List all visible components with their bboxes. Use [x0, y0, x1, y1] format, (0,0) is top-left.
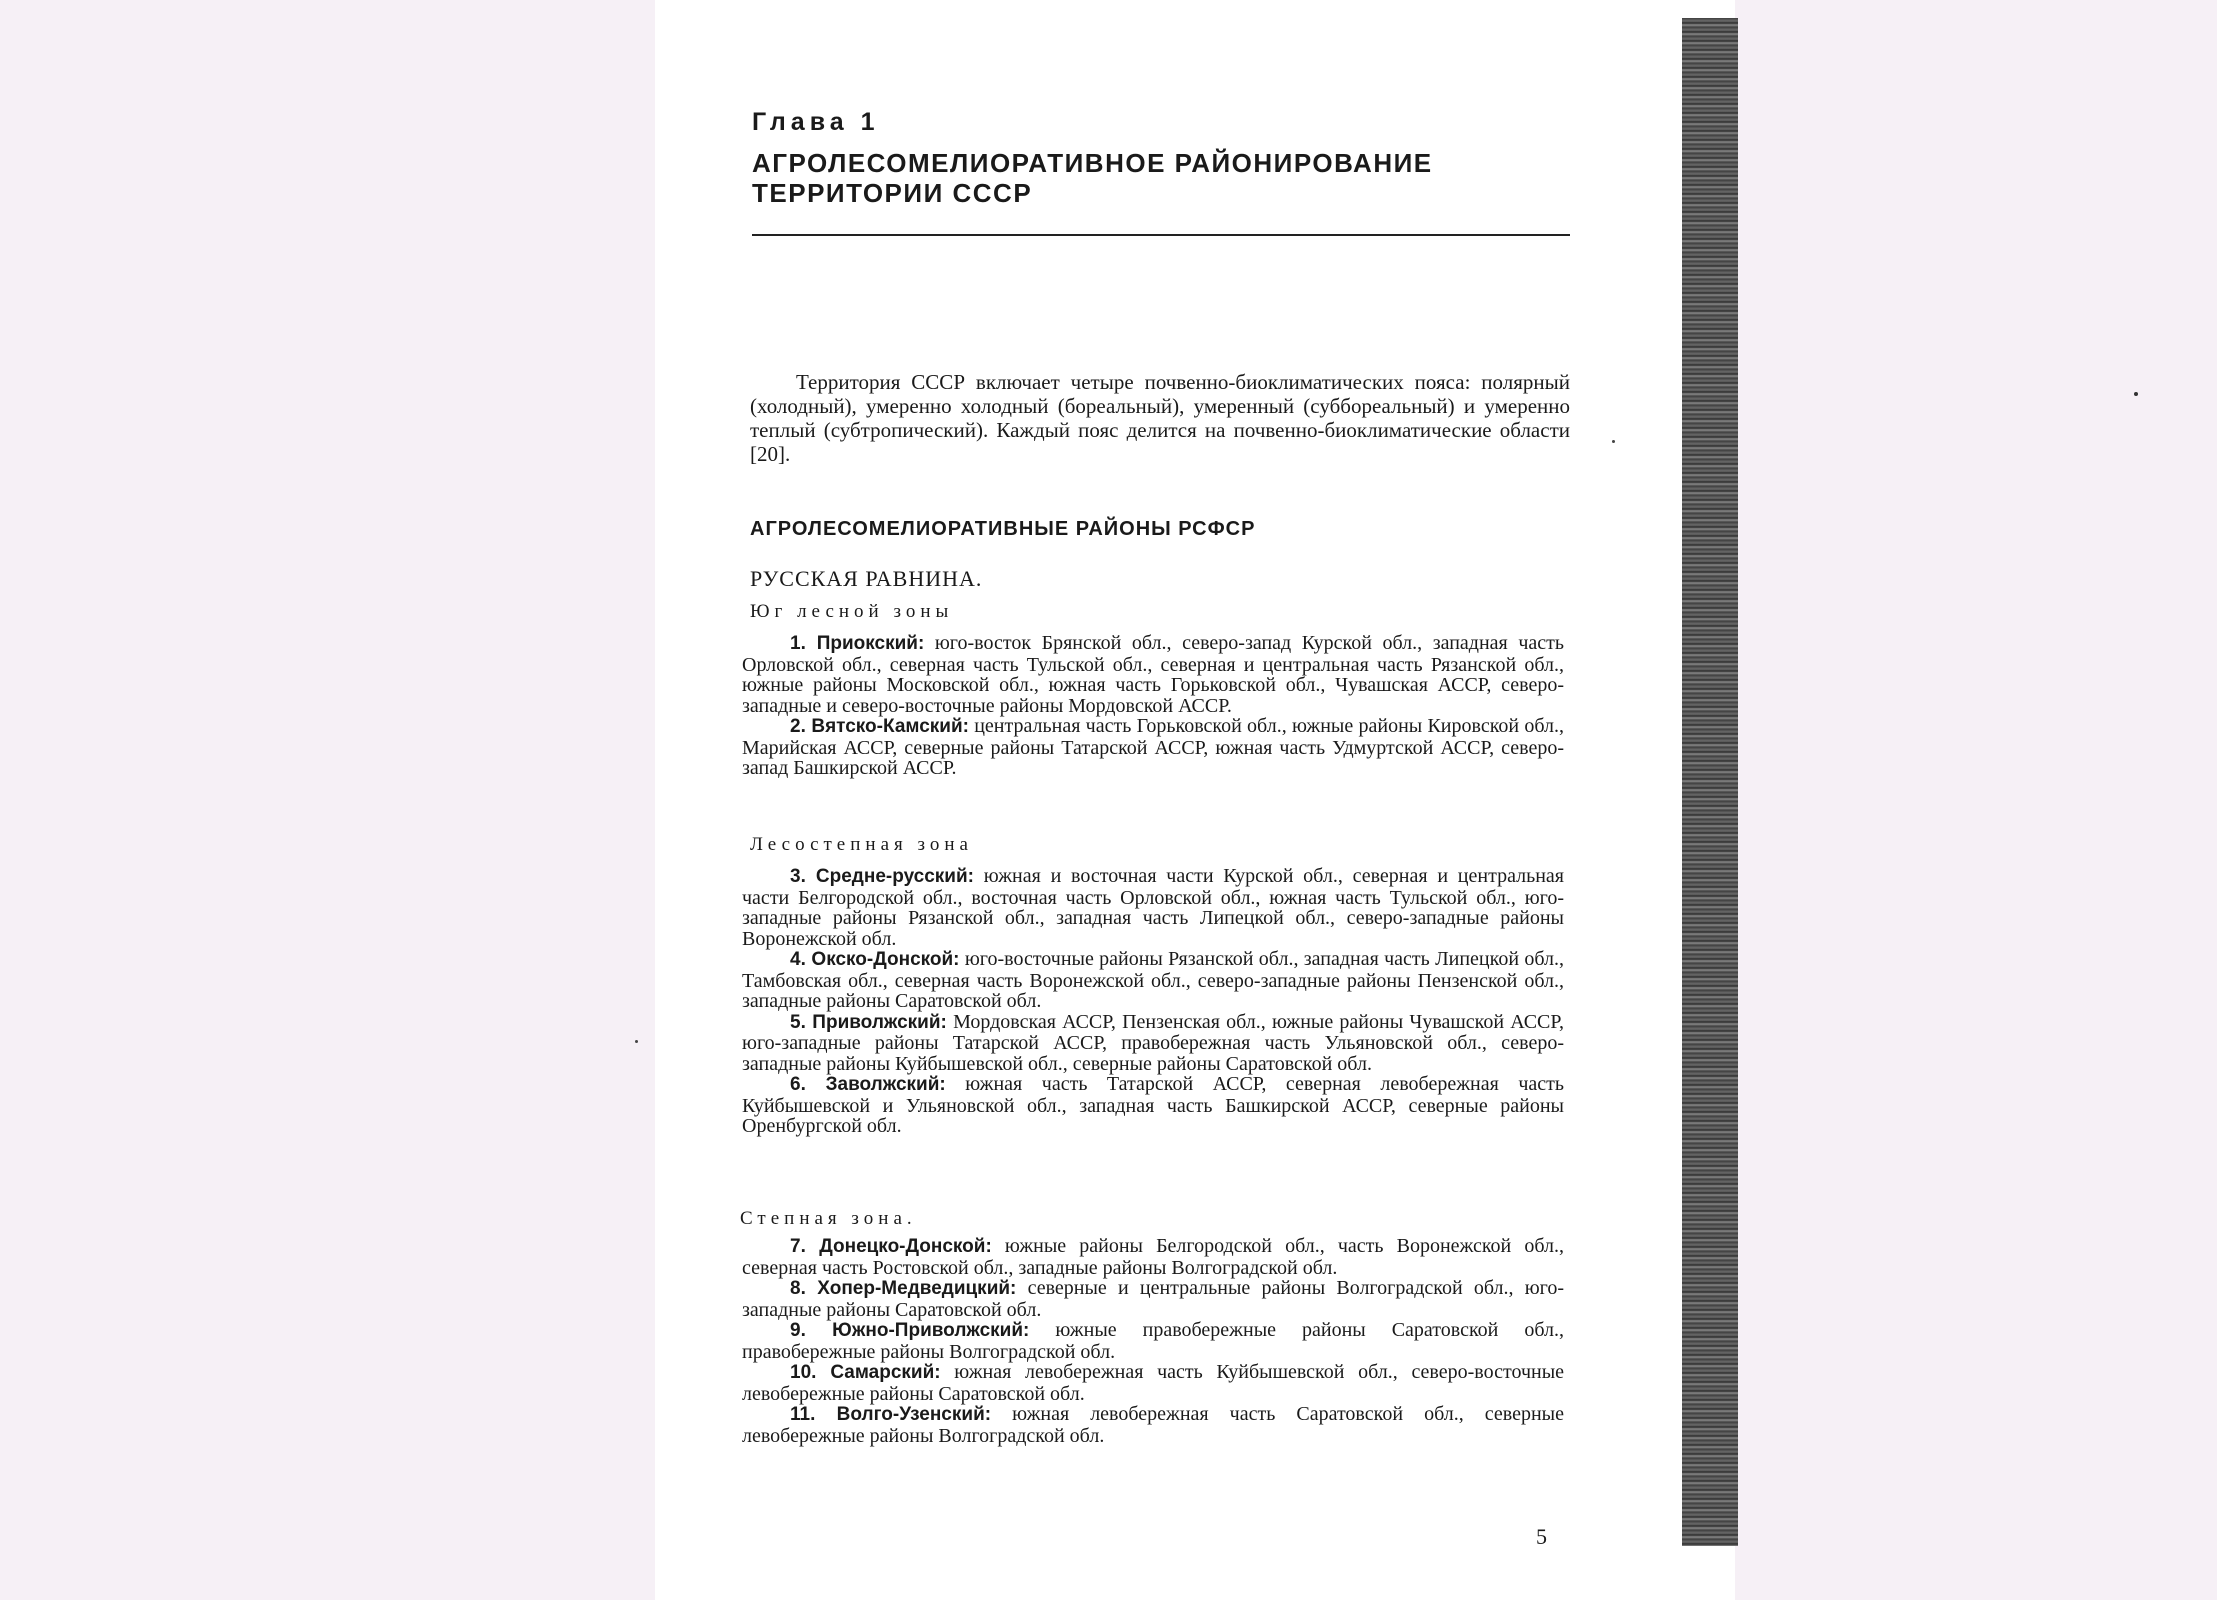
zone-heading: Степная зона. — [740, 1208, 917, 1229]
district-text: юго-восток Брянской обл., северо-запад Курской обл., западная часть Орловской обл., северная часть Тульской обл., северная и центральная часть Рязанской обл., южные районы Московской обл., южная часть Горьковской обл., Чувашская АССР, северо-западные и северо-восточные районы Мордовской АССР. — [742, 632, 1565, 717]
district-entry — [742, 1362, 1564, 1404]
district-text: северные и центральные районы Волгоградской обл., юго-западные районы Саратовской обл. — [742, 1277, 1565, 1321]
district-title: 9. Южно-Приволжский: — [790, 1320, 1030, 1341]
chapter-label: Глава 1 — [752, 108, 880, 136]
district-entry — [742, 1236, 1564, 1278]
district-list — [742, 633, 1564, 779]
section-heading: АГРОЛЕСОМЕЛИОРАТИВНЫЕ РАЙОНЫ РСФСР — [750, 518, 1256, 540]
scan-speck — [2134, 392, 2138, 396]
title-divider — [752, 234, 1570, 236]
district-text: юго-восточные районы Рязанской обл., западная часть Липецкой обл., Тамбовская обл., северная часть Воронежской обл., северо-западные районы Пензенской обл., западные районы Саратовской обл. — [742, 948, 1565, 1012]
scan-shadow-edge — [1682, 18, 1738, 1546]
district-title: 7. Донецко-Донской: — [790, 1236, 992, 1257]
district-list — [742, 866, 1564, 1137]
district-entry — [742, 1074, 1564, 1137]
chapter-title — [752, 148, 1433, 208]
district-title: 4. Окско-Донской: — [790, 949, 960, 970]
district-title: 5. Приволжский: — [790, 1011, 947, 1033]
district-entry — [742, 866, 1564, 949]
district-title: 2. Вятско-Камский: — [790, 716, 969, 737]
intro-paragraph — [750, 370, 1570, 466]
district-list — [742, 1236, 1564, 1446]
district-text: южные правобережные районы Саратовской обл., правобережные районы Волгоградской обл. — [742, 1319, 1564, 1363]
region-name: РУССКАЯ РАВНИНА. — [750, 566, 983, 591]
district-text: южная левобережная часть Куйбышевской обл., северо-восточные левобережные районы Саратовской обл. — [742, 1361, 1565, 1405]
scan-speck — [1612, 440, 1615, 443]
intro-text: Территория СССР включает четыре почвенно-биоклиматических пояса: полярный (холодный), умеренно холодный (бореальный), умеренный (суббореальный) и умеренно теплый (субтропический). Каждый пояс делится на почвенно-биоклиматические области [20]. — [750, 370, 1570, 466]
district-entry — [742, 1320, 1564, 1362]
district-text: южная часть Татарской АССР, северная левобережная часть Куйбышевской и Ульяновской обл., западная часть Башкирской АССР, северные районы Оренбургской обл. — [742, 1073, 1564, 1137]
district-title: 8. Хопер-Медведицкий: — [790, 1278, 1017, 1299]
district-entry — [742, 1012, 1564, 1075]
district-entry — [742, 949, 1564, 1012]
chapter-title-line: АГРОЛЕСОМЕЛИОРАТИВНОЕ РАЙОНИРОВАНИЕ — [752, 148, 1433, 178]
district-title: 6. Заволжский: — [790, 1074, 946, 1095]
district-text: южная и восточная части Курской обл., северная и центральная части Белгородской обл., восточная часть Орловской обл., южная часть Тульской обл., юго-западные районы Рязанской обл., западная часть Липецкой обл., северо-западные районы Воронежской обл. — [742, 865, 1565, 950]
page-number: 5 — [1536, 1524, 1547, 1549]
zone-heading: Лесостепная зона — [750, 834, 973, 855]
district-title: 3. Средне-русский: — [790, 866, 974, 887]
district-text: Мордовская АССР, Пензенская обл., южные районы Чувашской АССР, юго-западные районы Татарской АССР, правобережная часть Ульяновской обл., северо-западные районы Куйбышевской обл., северные районы Саратовской обл. — [742, 1010, 1565, 1075]
district-text: южные районы Белгородской обл., часть Воронежской обл., северная часть Ростовской обл., западные районы Волгоградской обл. — [742, 1235, 1565, 1279]
zone-heading: Юг лесной зоны — [750, 601, 954, 622]
district-title: 11. Волго-Узенский: — [790, 1404, 992, 1425]
district-entry — [742, 1404, 1564, 1446]
scan-speck — [635, 1040, 638, 1043]
district-title: 10. Самарский: — [790, 1362, 941, 1383]
district-text: южная левобережная часть Саратовской обл., северные левобережные районы Волгоградской обл. — [742, 1403, 1564, 1447]
district-text: центральная часть Горьковской обл., южные районы Кировской обл., Марийская АССР, северные районы Татарской АССР, южная часть Удмуртской АССР, северо-запад Башкирской АССР. — [742, 715, 1565, 779]
district-entry — [742, 1278, 1564, 1320]
district-entry — [742, 633, 1564, 716]
district-entry — [742, 716, 1564, 779]
district-title: 1. Приокский: — [790, 633, 925, 654]
chapter-title-line: ТЕРРИТОРИИ СССР — [752, 178, 1033, 208]
